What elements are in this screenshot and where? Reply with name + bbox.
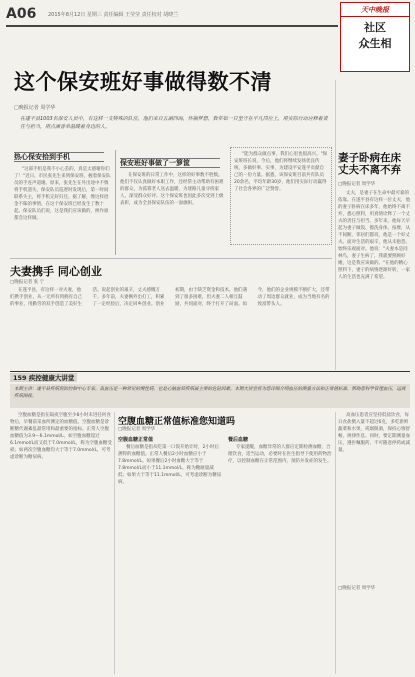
health-divider: [114, 412, 115, 674]
section-name-line1: 社区: [364, 21, 386, 34]
health-intro: 本期主讲：遂平县疾病预防控制中心专家。高血压是一种常见的慢性病，也是心脑血管疾病最主要的危险因素。本期大讲堂将为您详细介绍血压的测量方法和正常值标准，帮助您科学管理血压，远离疾病困扰。: [10, 384, 410, 408]
lead-editor-note: 在遂平县1003名保安人员中，有这样一支特殊的队伍，他们来自五湖四海，怀揣梦想，数年如一日坚守在平凡岗位上，用实际行动诠释着责任与担当，用点滴善举温暖着身边的人。: [20, 116, 328, 130]
lead-column-2: 在保安班的日常工作中，这样的好事数不胜数。他们不仅认真做好本职工作，还经常主动帮助有困难的群众，为孤寡老人送去温暖，为迷路儿童寻找家人，深受群众好评。这个保安班也因此多次受到上级表彰，成为全县保安队伍的一面旗帜。: [120, 173, 224, 206]
issue-meta: 2015年8月12日 星期三 责任编辑 王莹莹 责任校对 胡晓兰: [48, 12, 179, 18]
photo-caption-box: [338, 585, 410, 675]
health-column-4: 高血压患者应坚持低盐饮食，每日食盐摄入量不超过6克，多吃新鲜蔬菜和水果，戒烟限酒，保持心情舒畅，规律作息。同时，要定期测量血压，遵医嘱服药，不可随意停药或减量。: [338, 413, 410, 453]
second-story-byline: □晚报记者 张 宁: [10, 280, 45, 285]
health-divider-2: [335, 412, 336, 674]
photo-caption: □晚报记者 周学华: [338, 586, 376, 591]
side-story-body: 丈夫，是妻子在生命中最可靠的依靠。在遂平县有这样一位丈夫，他的妻子卧病在床多年，他始终不离不弃，悉心照料，用真情诠释了一个丈夫的责任与担当。多年来，他每天早起为妻子做饭、擦洗身体、按摩，从不间断。邻居们都说，他是一个好丈夫。面对生活的艰辛，他从未抱怨，始终乐观面对。他说："夫妻本是同林鸟，妻子生病了，我就要照顾好她，这是我应该做的。"在他的精心照料下，妻子的病情逐渐好转，一家人的生活也充满了希望。: [338, 191, 410, 280]
side-story-byline: □晚报记者 周学华: [338, 182, 376, 187]
section-name-line2: 众生相: [358, 37, 392, 50]
page-number: A06: [6, 6, 37, 22]
lead-column-3: "能为群众做点事，我们心里也很高兴。"保安班班长说，今后，他们将继续发扬优良传统，多做好事、实事，为建设平安遂平贡献自己的一份力量。据悉，该保安班目前共有队员20余名，平均年龄30岁，他们用实际行动赢得了社会各界的广泛赞誉。: [234, 152, 328, 192]
section-rule: [10, 258, 332, 259]
lead-headline: 这个保安班好事做得数不清: [14, 70, 272, 94]
header-rule: [6, 25, 338, 27]
health-headline: 空腹血糖正常值标准您知道吗: [118, 417, 236, 427]
health-section-label: 159 疾控健康大讲堂: [10, 373, 77, 382]
health-subhead-a: 空腹血糖正常值: [118, 437, 154, 443]
health-subhead-b: 餐后血糖: [228, 437, 249, 443]
health-column-2: 餐后血糖是指从吃第一口饭开始计时，2小时后测得的血糖值。正常人餐后2小时血糖应小于7.8mmol/L。如果餐后2小时血糖大于等于7.8mmol/L而小于11.1mmol/L，称为糖耐量减低；如果大于等于11.1mmol/L，可考虑诊断为糖尿病。: [118, 445, 222, 485]
health-byline: □晚报记者 周学华: [118, 427, 156, 432]
lead-byline: □晚报记者 周学华: [14, 105, 56, 111]
second-story-body: 在遂平县，有这样一对夫妻，他们携手创业，从一无所有到拥有自己的事业，用勤劳的双手创造了美好生活。说起创业的艰辛，丈夫感慨万千。多年前，夫妻俩外出打工，积累了一定经验后，决定回乡创业。创业初期，由于缺乏资金和技术，他们遇到了很多困难，但夫妻二人相互鼓励，共同面对，终于打开了局面。如今，他们的企业规模不断扩大，还带动了周边群众就业，成为当地有名的致富带头人。: [10, 288, 330, 307]
lead-column-1: "这部手机是我不小心丢的，真是太感谢你们了！"近日，市民张先生来到保安班，握着保安队员的手连声道谢。原来，张先生在外出途中不慎将手机遗失，保安队员巡逻时发现后，第一时间联系失主，将手机完好归还。据了解，像这样拾金不昧的事情，在这个保安班已经发生了数十起。保安队员们说，这是我们应该做的，换作谁都会这样做。: [14, 167, 111, 221]
lead-subhead-1: 热心保安拾到手机: [14, 152, 104, 162]
section-brand-box: [340, 2, 410, 72]
lead-subhead-2: 保安班好事做了一箩筐: [120, 158, 220, 168]
health-section-bar: [10, 371, 410, 382]
health-column-1: 空腹血糖是指在隔夜空腹至少8小时未进任何食物后，早餐前采血所测定的血糖值。空腹血糖是诊断糖代谢紊乱最常用和最重要的指标。正常人空腹血糖值为3.9—6.1mmol/L。如空腹血糖超过6.1mmol/L而又低于7.0mmol/L，称为空腹血糖受损；如两次空腹血糖均大于等于7.0mmol/L，可考虑诊断为糖尿病。: [10, 413, 112, 460]
column-divider: [115, 150, 116, 255]
side-story-title: 妻子卧病在床 丈夫不离不弃: [338, 152, 401, 176]
newspaper-logo: 天中晚报: [341, 3, 409, 17]
health-column-3: 专家提醒，血糖异常的人群应定期检测血糖，合理饮食，适当运动，必要时在医生指导下使用药物治疗，以控制血糖在正常范围内，预防并发症的发生。: [228, 445, 332, 464]
lead-quote-box: [230, 147, 332, 245]
second-story-title: 夫妻携手 同心创业: [10, 265, 102, 278]
side-divider: [335, 80, 336, 370]
